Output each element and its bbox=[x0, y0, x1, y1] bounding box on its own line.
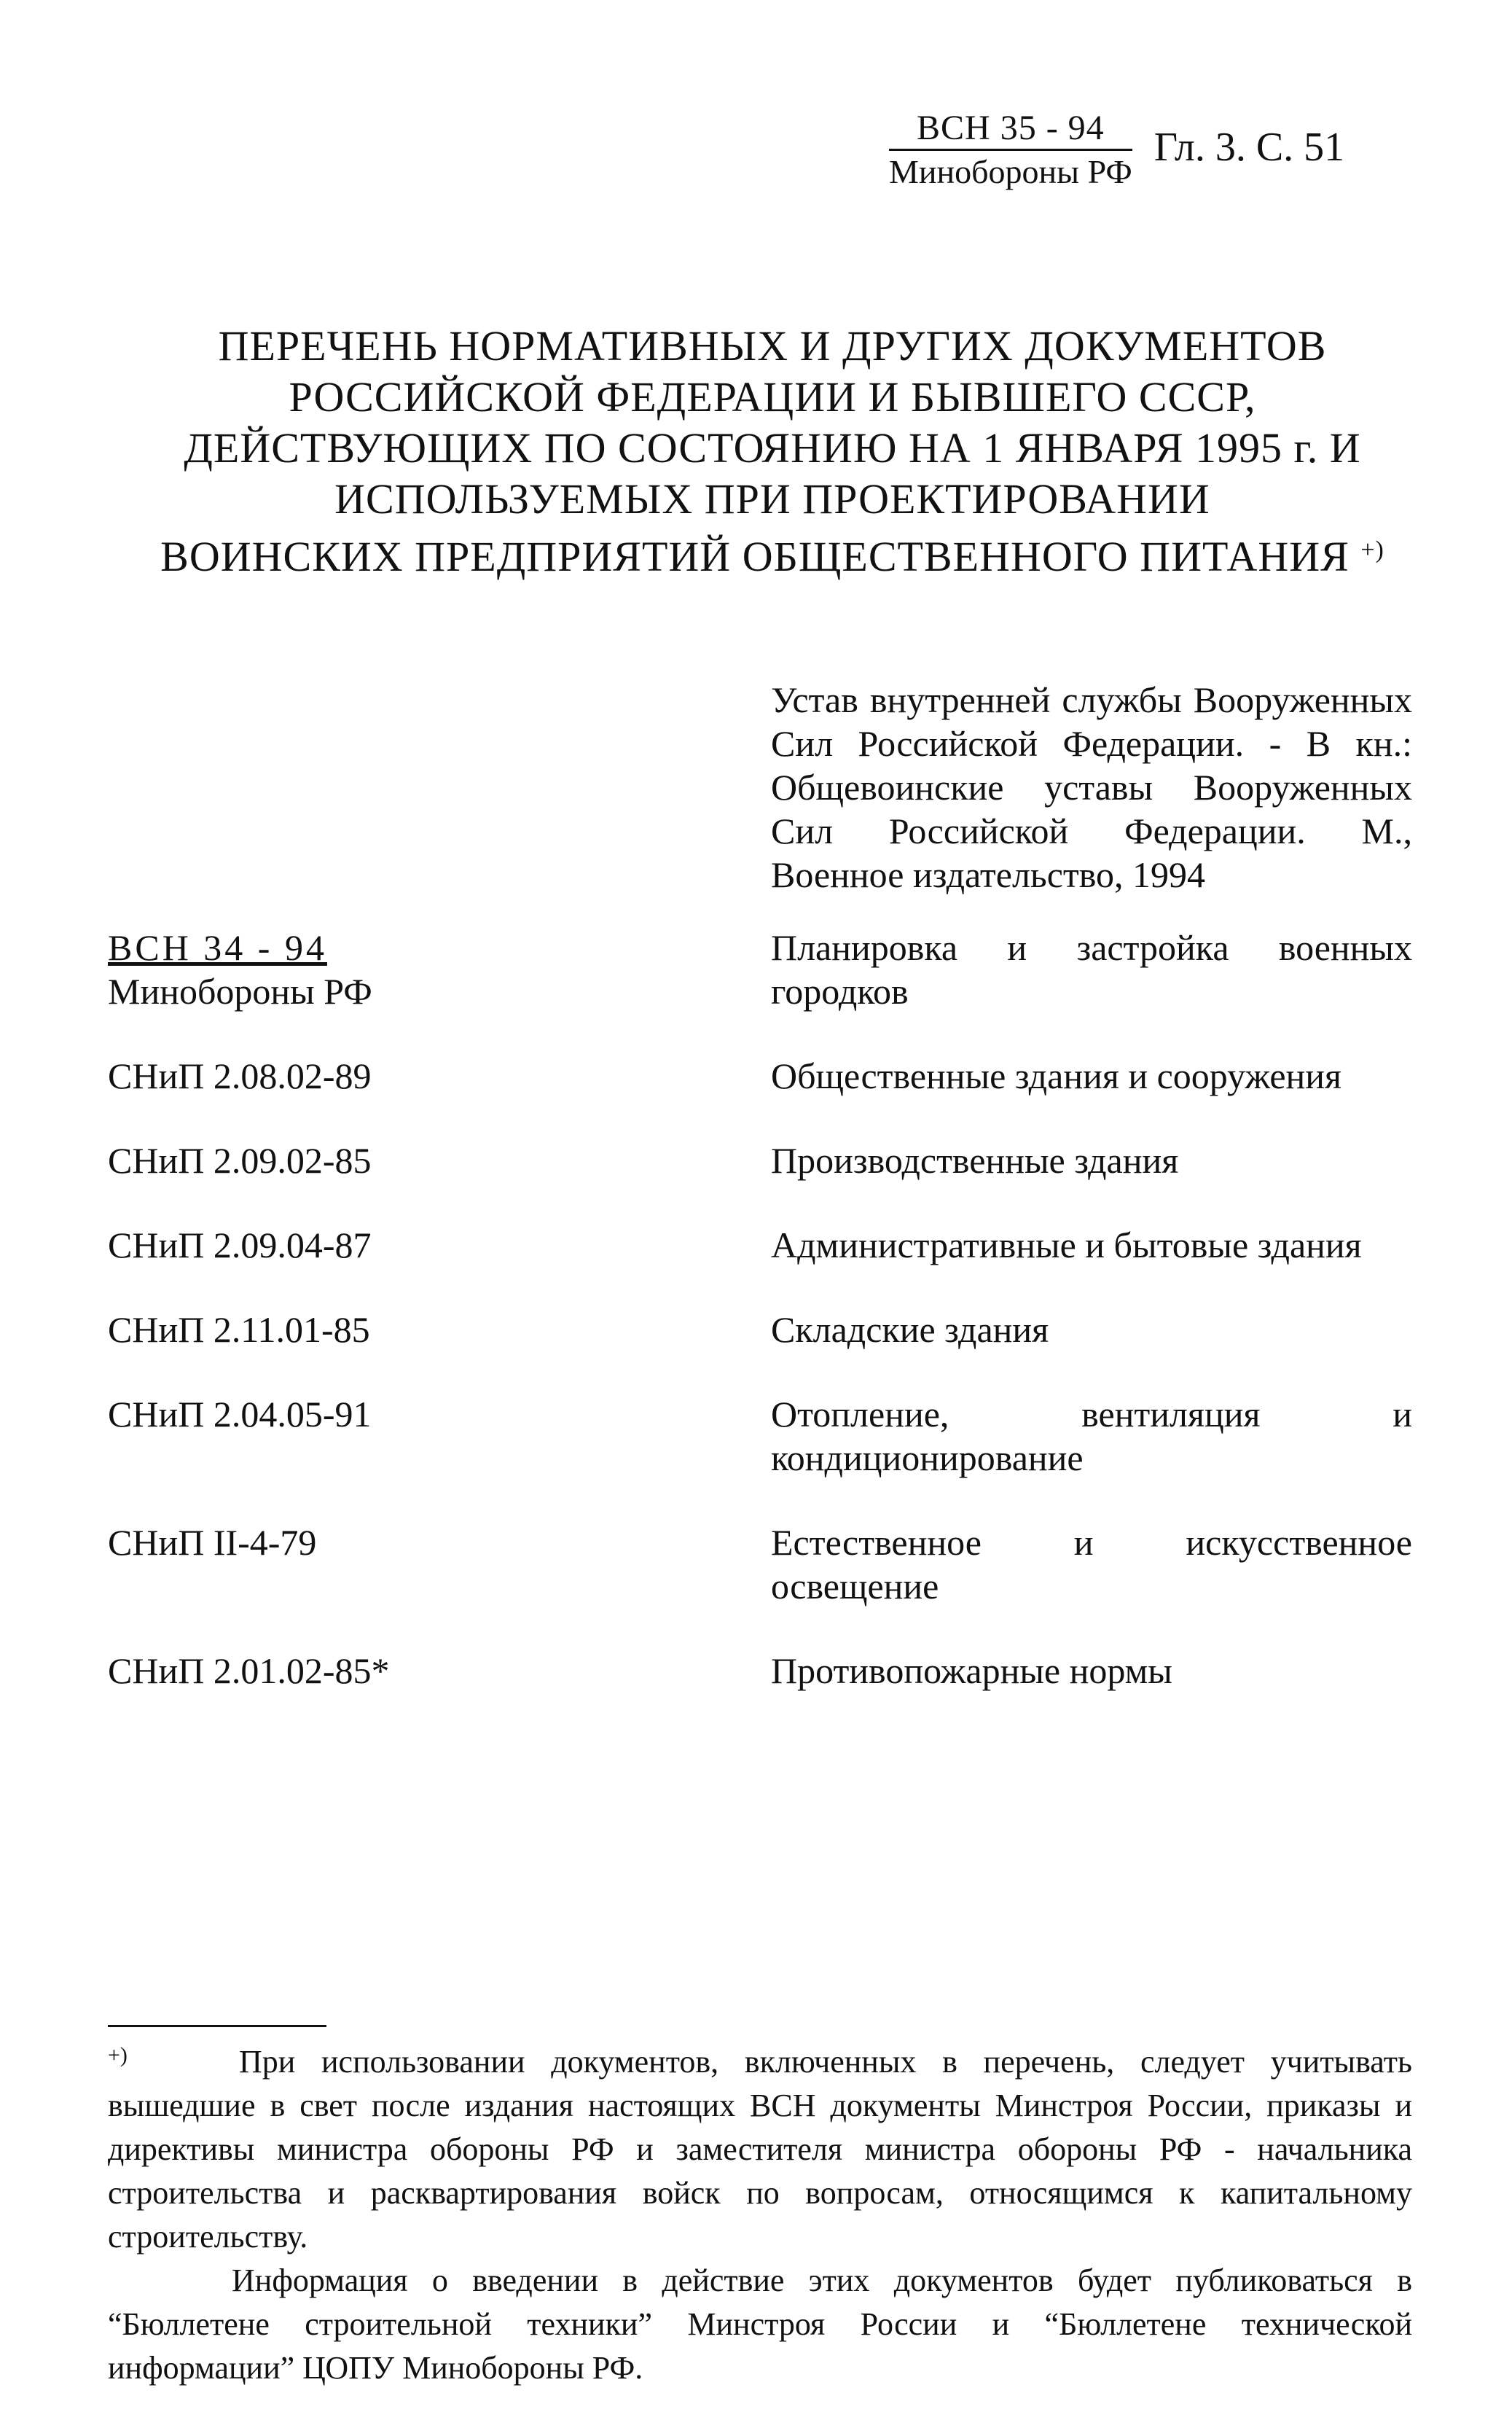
footnote bbox=[108, 2034, 1412, 2390]
document-row bbox=[108, 1223, 1419, 1267]
document-title: Естественное и искусственное освещение bbox=[771, 1522, 1412, 1607]
document-title: Общественные здания и сооружения bbox=[771, 1055, 1342, 1096]
title-line: ИСПОЛЬЗУЕМЫХ ПРИ ПРОЕКТИРОВАНИИ bbox=[334, 475, 1210, 523]
footnote-rule bbox=[108, 2025, 326, 2027]
title-line-text: ВОИНСКИХ ПРЕДПРИЯТИЙ ОБЩЕСТВЕННОГО ПИТАНИЯ bbox=[160, 533, 1350, 580]
document-code: ВСН 34 - 94 bbox=[108, 927, 327, 968]
title-footnote-mark: +) bbox=[1360, 536, 1384, 563]
document-title: Планировка и застройка военных городков bbox=[771, 927, 1412, 1012]
standard-designation bbox=[889, 108, 1132, 193]
document-code-org: Минобороны РФ bbox=[108, 971, 372, 1012]
standard-org: Минобороны РФ bbox=[889, 153, 1132, 190]
document-row bbox=[108, 1649, 1419, 1693]
page-reference: Гл. 3. С. 51 bbox=[1153, 124, 1345, 170]
document-row bbox=[108, 1520, 1419, 1608]
footnote-mark: +) bbox=[108, 2043, 128, 2067]
document-code: СНиП 2.11.01-85 bbox=[108, 1309, 370, 1350]
title-line: ПЕРЕЧЕНЬ НОРМАТИВНЫХ И ДРУГИХ ДОКУМЕНТОВ bbox=[218, 322, 1327, 370]
title-line: ДЕЙСТВУЮЩИХ ПО СОСТОЯНИЮ НА 1 ЯНВАРЯ 1995 г. И bbox=[184, 424, 1361, 472]
document-code: СНиП 2.09.04-87 bbox=[108, 1225, 372, 1265]
document-title: Отопление, вентиляция и кондиционирование bbox=[771, 1394, 1412, 1478]
document-code-cell bbox=[108, 926, 771, 1013]
title-line: РОССИЙСКОЙ ФЕДЕРАЦИИ И БЫВШЕГО СССР, bbox=[289, 373, 1256, 421]
document-code: СНиП 2.08.02-89 bbox=[108, 1055, 372, 1096]
document-row bbox=[108, 1308, 1419, 1351]
document-code: СНиП II-4-79 bbox=[108, 1522, 317, 1563]
document-code: СНиП 2.01.02-85* bbox=[108, 1650, 390, 1691]
document-title: Противопожарные нормы bbox=[771, 1650, 1172, 1691]
document-row bbox=[108, 1139, 1419, 1182]
footnote-text: При использовании документов, включенных в перечень, следует учитывать вышедшие в свет после издания настоящих ВСН документы Минстроя России, приказы и директивы министра обороны РФ и заместителя министра обороны РФ - начальника строительства и расквартирования войск по вопросам, относящимся к капитальному строительству. bbox=[108, 2044, 1412, 2255]
document-code-cell bbox=[108, 678, 771, 897]
document-code: СНиП 2.04.05-91 bbox=[108, 1394, 372, 1434]
footnote-text: Информация о введении в действие этих документов будет публиковаться в “Бюллетене строительной техники” Минстроя России и “Бюллетене технической информации” ЦОПУ Минобороны РФ. bbox=[108, 2263, 1412, 2386]
document-title: Складские здания bbox=[771, 1309, 1049, 1350]
document-title: Административные и бытовые здания bbox=[771, 1225, 1362, 1265]
footnote-paragraph bbox=[108, 2259, 1412, 2390]
document-row bbox=[108, 1054, 1419, 1098]
footnote-paragraph bbox=[108, 2034, 1412, 2259]
document-row bbox=[108, 926, 1419, 1013]
page-header bbox=[889, 108, 1344, 193]
document-row bbox=[108, 1392, 1419, 1480]
document-row bbox=[108, 678, 1419, 897]
document-title: Производственные здания bbox=[771, 1140, 1179, 1181]
document-title bbox=[109, 321, 1435, 582]
documents-list bbox=[108, 678, 1419, 1693]
standard-code: ВСН 35 - 94 bbox=[917, 109, 1105, 147]
title-line-last bbox=[109, 525, 1435, 582]
document-code: СНиП 2.09.02-85 bbox=[108, 1140, 372, 1181]
document-title: Устав внутренней службы Вооруженных Сил Российской Федерации. - В кн.: Общевоинские уставы Вооруженных Сил Российской Федерации. М., Военное издательство, 1994 bbox=[771, 679, 1412, 895]
